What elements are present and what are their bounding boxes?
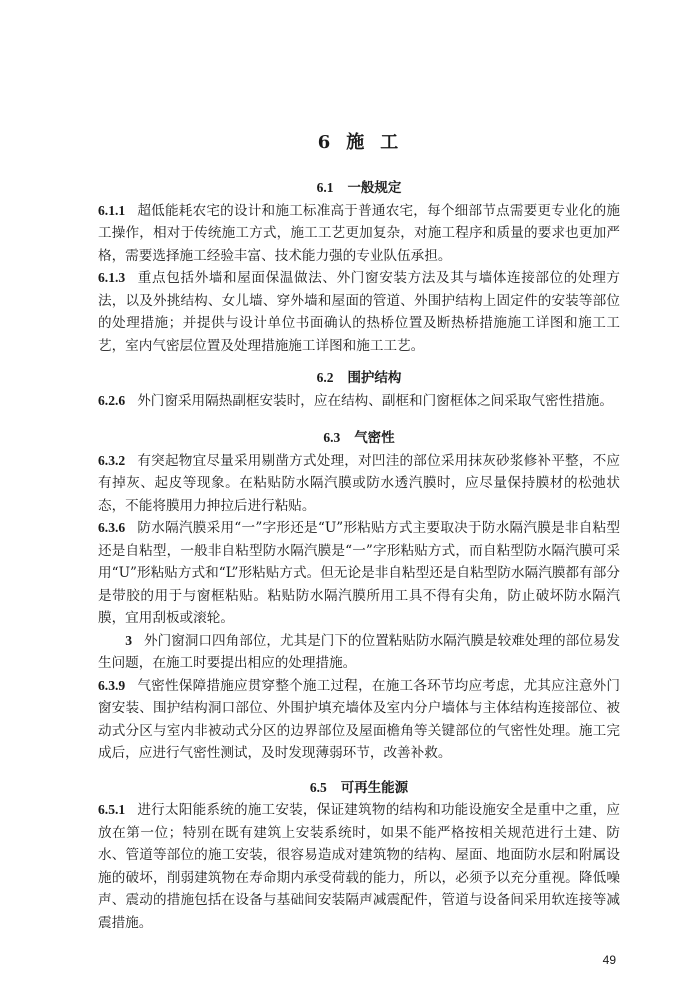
section-heading: 6.5 可再生能源 (309, 779, 409, 796)
clause: 6.2.6 外门窗采用隔热副框安装时，应在结构、副框和门窗框体之间采取气密性措施。 (98, 392, 613, 409)
document-page (98, 0, 620, 988)
clause: 6.3.6 防水隔汽膜采用“一”字形还是“U”形粘贴方式主要取决于防水隔汽膜是非自粘型还是自粘型，一般非自粘型防水隔汽膜是“一”字形粘贴方式，而自粘型防水隔汽膜可采用“U”形粘贴方式和“L”形粘贴方式。但无论是非自粘型还是自粘型防水隔汽膜都有部分是带胶的用于与窗框粘贴。粘贴防水隔汽膜所用工具不得有尖角，防止破坏防水隔汽膜，宜用刮板或滚轮。 (98, 520, 620, 626)
section-6-3 (98, 427, 620, 765)
clause: 6.5.1 进行太阳能系统的施工安装，保证建筑物的结构和功能设施安全是重中之重，应放在第一位；特别在既有建筑上安装系统时，如果不能严格按相关规范进行土建、防水、管道等部位的施工安装，很容易造成对建筑物的结构、屋面、地面防水层和附属设施的破坏，削弱建筑物在寿命期内承受荷载的能力，所以，必须予以充分重视。降低噪声、震动的措施包括在设备与基础间安装隔声减震配件，管道与设备间采用软连接等减震措施。 (98, 802, 620, 931)
page-number: 49 (602, 953, 616, 967)
section-heading: 6.3 气密性 (323, 430, 395, 446)
chapter-title: 6 施 工 (317, 132, 401, 153)
clause: 6.1.3 重点包括外墙和屋面保温做法、外门窗安装方法及其与墙体连接部位的处理方法，以及外挑结构、女儿墙、穿外墙和屋面的管道、外围护结构上固定件的安装等部位的处理措施；并提供与设计单位书面确认的热桥位置及断热桥措施施工详图和施工工艺，室内气密层位置及处理措施施工详图和施工工艺。 (98, 270, 620, 354)
clause: 6.3.2 有突起物宜尽量采用剔凿方式处理，对凹洼的部位采用抹灰砂浆修补平整，不应有掉灰、起皮等现象。在粘贴防水隔汽膜或防水透汽膜时，应尽量保持膜材的松弛状态，不能将膜用力抻拉后进行粘贴。 (98, 452, 620, 514)
clause-item: 3 外门窗洞口四角部位，尤其是门下的位置粘贴防水隔汽膜是较难处理的部位易发生问题，在施工时要提出相应的处理措施。 (98, 632, 620, 671)
clause: 6.3.9 气密性保障措施应贯穿整个施工过程，在施工各环节均应考虑，尤其应注意外门窗安装、围护结构洞口部位、外围护填充墙体及室内分户墙体与主体结构连接部位、被动式分区与室内非被动式分区的边界部位及屋面檐角等关键部位的气密性处理。施工完成后，应进行气密性测试，及时发现薄弱环节，改善补救。 (98, 677, 620, 761)
section-6-1 (98, 177, 620, 357)
section-6-2 (98, 367, 620, 412)
section-heading: 6.2 围护结构 (316, 370, 402, 386)
section-6-5 (98, 777, 620, 935)
clause: 6.1.1 超低能耗农宅的设计和施工标准高于普通农宅，每个细部节点需要更专业化的施工操作，相对于传统施工方式，施工工艺更加复杂，对施工程序和质量的要求也更加严格，需要选择施工经验丰富、技术能力强的专业队伍承担。 (98, 202, 620, 264)
section-heading: 6.1 一般规定 (316, 180, 402, 196)
